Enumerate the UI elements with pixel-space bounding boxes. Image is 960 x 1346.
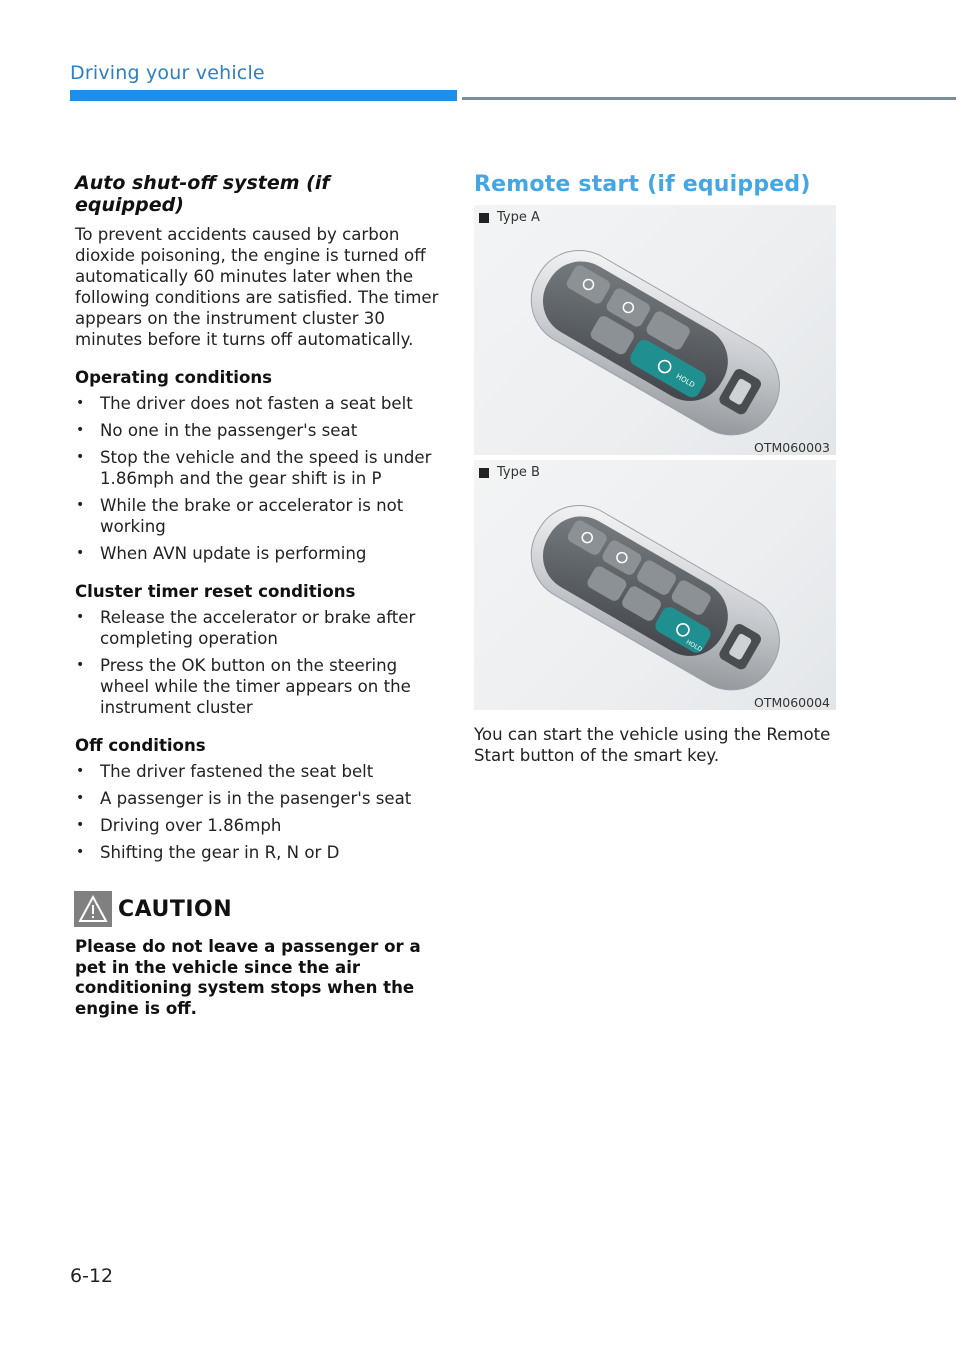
operating-conditions-heading: Operating conditions xyxy=(75,368,273,387)
list-item: • The driver fastened the seat belt xyxy=(75,761,440,782)
figure-type-a-text: Type A xyxy=(497,210,540,225)
square-bullet-icon xyxy=(479,468,489,478)
smart-key-type-b-image xyxy=(474,460,836,710)
left-column xyxy=(75,172,440,1019)
figure-type-b-label xyxy=(479,465,540,480)
list-item: • Release the accelerator or brake after completing operation xyxy=(75,607,440,649)
off-conditions-heading: Off conditions xyxy=(75,736,206,755)
list-item: • Press the OK button on the steering wheel while the timer appears on the instrument cluster xyxy=(75,655,440,718)
reset-conditions-list xyxy=(75,607,440,718)
off-conditions-list xyxy=(75,761,440,863)
figure-type-b-text: Type B xyxy=(497,465,540,480)
list-item: • A passenger is in the pasenger's seat xyxy=(75,788,440,809)
square-bullet-icon xyxy=(479,213,489,223)
reset-conditions-heading: Cluster timer reset conditions xyxy=(75,582,356,601)
auto-shutoff-intro: To prevent accidents caused by carbon dioxide poisoning, the engine is turned off automatically 60 minutes later when the following conditions are satisfied. The timer appears on the instrument cluster 30 minutes before it turns off automatically. xyxy=(75,225,439,349)
list-item: • While the brake or accelerator is not working xyxy=(75,495,440,537)
list-item: • Stop the vehicle and the speed is under 1.86mph and the gear shift is in P xyxy=(75,447,440,489)
page-number: 6-12 xyxy=(70,1265,114,1287)
operating-conditions-list xyxy=(75,393,440,564)
fob-b-hold-label: HOLD xyxy=(684,638,704,654)
remote-start-body: You can start the vehicle using the Remote Start button of the smart key. xyxy=(474,725,831,765)
list-item: • The driver does not fasten a seat belt xyxy=(75,393,440,414)
figure-type-a-label xyxy=(479,210,540,225)
figure-a-code: OTM060003 xyxy=(754,440,830,455)
caution-text: Please do not leave a passenger or a pet in the vehicle since the air conditioning system stops when the engine is off. xyxy=(75,937,421,1018)
right-column xyxy=(474,172,836,766)
list-item: • Driving over 1.86mph xyxy=(75,815,440,836)
header-rule-blue xyxy=(70,90,457,101)
smart-key-figure-type-a xyxy=(474,205,836,455)
warning-triangle-icon xyxy=(74,891,112,927)
caution-header xyxy=(75,891,440,927)
smart-key-type-a-image xyxy=(474,205,836,455)
list-item: • No one in the passenger's seat xyxy=(75,420,440,441)
smart-key-figure-type-b xyxy=(474,460,836,710)
auto-shutoff-title: Auto shut-off system (if equipped) xyxy=(75,172,330,216)
running-header: Driving your vehicle xyxy=(70,62,265,84)
fob-a-hold-label: HOLD xyxy=(674,372,697,390)
list-item: • When AVN update is performing xyxy=(75,543,440,564)
caution-label: CAUTION xyxy=(118,896,233,922)
remote-start-title: Remote start (if equipped) xyxy=(474,172,811,197)
header-rule-gray xyxy=(462,97,956,100)
list-item: • Shifting the gear in R, N or D xyxy=(75,842,440,863)
figure-b-code: OTM060004 xyxy=(754,695,830,710)
